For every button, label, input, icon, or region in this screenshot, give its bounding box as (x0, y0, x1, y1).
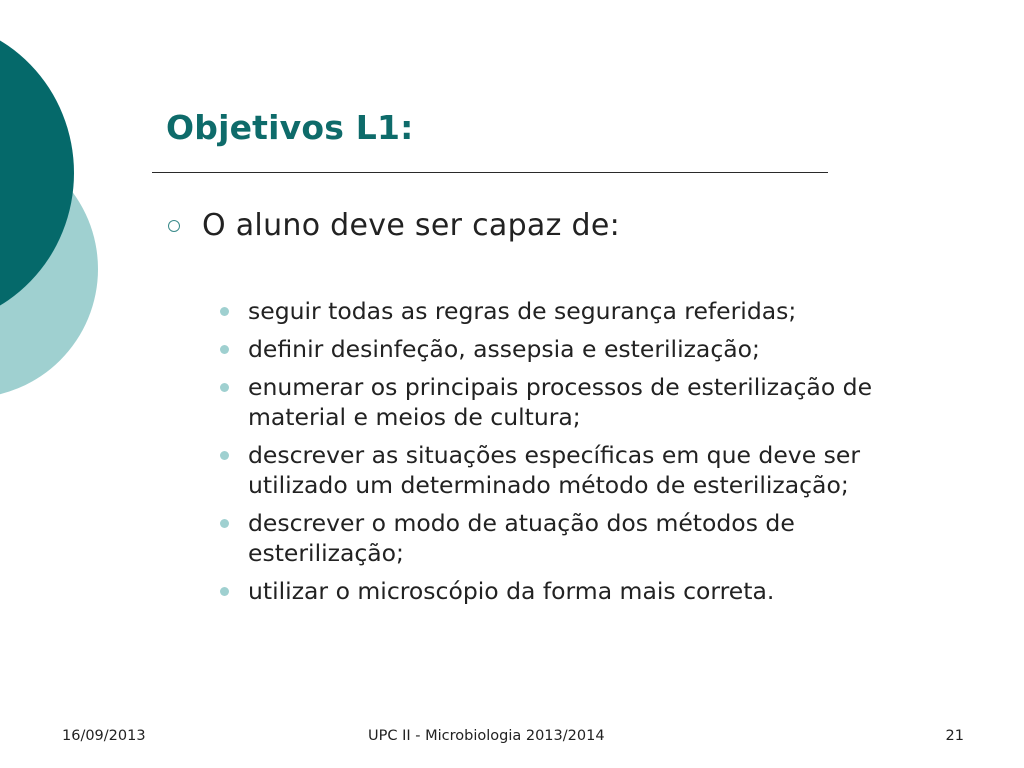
dot-bullet-icon (220, 587, 229, 596)
slide-title: Objetivos L1: (166, 108, 414, 147)
title-underline (152, 172, 828, 173)
lead-bullet-row (160, 208, 620, 243)
lead-text: O aluno deve ser capaz de: (202, 208, 620, 243)
list-item (216, 334, 946, 364)
list-item-text: enumerar os principais processos de esterilização de material e meios de cultura; (248, 373, 873, 431)
footer-date: 16/09/2013 (62, 728, 146, 744)
list-item (216, 576, 946, 606)
list-item (216, 440, 946, 500)
list-item-text: descrever as situações específicas em que deve ser utilizado um determinado método de esterilização; (248, 441, 860, 499)
objectives-list (216, 296, 946, 614)
page-number: 21 (945, 728, 964, 744)
list-item-text: seguir todas as regras de segurança referidas; (248, 297, 797, 325)
list-item-text: definir desinfeção, assepsia e esterilização; (248, 335, 760, 363)
list-item (216, 372, 946, 432)
list-item-text: utilizar o microscópio da forma mais correta. (248, 577, 775, 605)
dot-bullet-icon (220, 345, 229, 354)
dot-bullet-icon (220, 451, 229, 460)
list-item-text: descrever o modo de atuação dos métodos de esterilização; (248, 509, 795, 567)
hollow-circle-bullet-icon (168, 220, 180, 232)
dot-bullet-icon (220, 307, 229, 316)
list-item (216, 296, 946, 326)
list-item (216, 508, 946, 568)
dot-bullet-icon (220, 519, 229, 528)
footer-course: UPC II - Microbiologia 2013/2014 (368, 728, 605, 744)
dot-bullet-icon (220, 383, 229, 392)
